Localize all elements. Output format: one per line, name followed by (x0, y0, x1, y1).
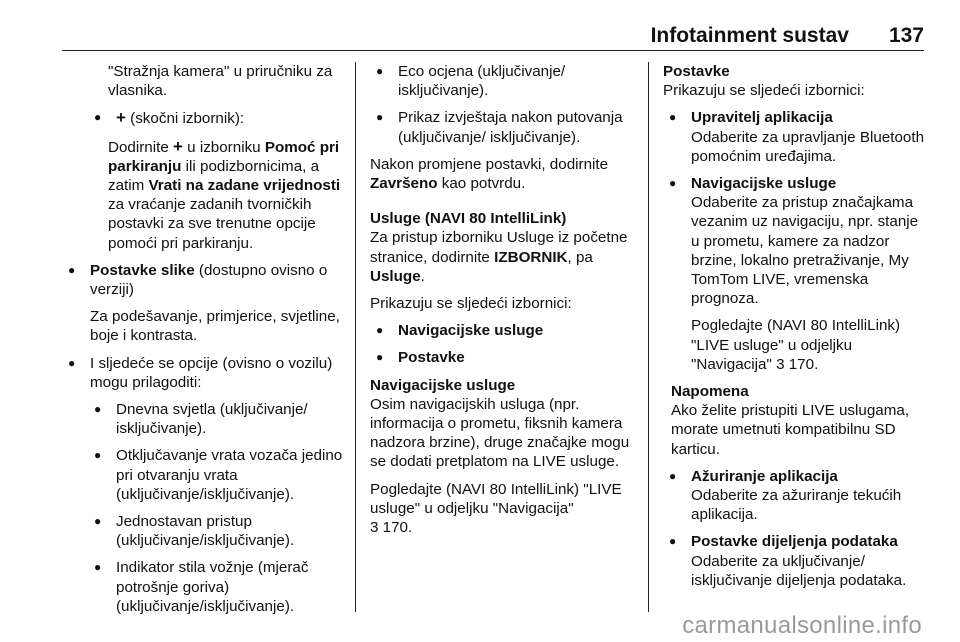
list-item-description: Odaberite za upravljanje Bluetooth pomoćnim uređajima. (691, 128, 925, 165)
list-item-description: Pogledajte (NAVI 80 IntelliLink) "LIVE usluge" u odjeljku "Navigacija" 3 170. (691, 317, 901, 373)
list-item: ● Indikator stila vožnje (mjerač potrošnje goriva) (uključivanje/isključivanje). (88, 558, 350, 616)
plus-icon: + (173, 136, 183, 156)
column-divider-1 (355, 62, 356, 612)
watermark: carmanualsonline.info (682, 612, 922, 639)
section-heading: Postavke (663, 63, 730, 80)
list-item-description: Za podešavanje, primjerice, svjetline, boje i kontrasta. (90, 308, 340, 345)
list-item: ● Navigacijske usluge (663, 174, 927, 193)
list-item: ● Dnevna svjetla (uključivanje/ isključivanje). (88, 400, 350, 438)
list-item-description: Odaberite za pristup značajkama vezanim uz navigaciju, npr. stanje u prometu, kamere za nadzor brzine, lokalno pretraživanje, My TomTom LIVE, vremenska prognoza. (691, 194, 919, 308)
paragraph: Pogledajte (NAVI 80 IntelliLink) "LIVE usluge" u odjeljku "Navigacija" (370, 480, 622, 517)
paragraph: Prikazuju se sljedeći izbornici: (370, 295, 572, 313)
continued-text: "Stražnja kamera" u priručniku za vlasnika. (108, 63, 333, 100)
page-header (651, 24, 924, 48)
note-text: Ako želite pristupiti LIVE uslugama, morate umetnuti kompatibilnu SD karticu. (671, 402, 910, 458)
paragraph: Osim navigacijskih usluga (npr. informacija o prometu, fiksnih kamera nadzora brzine), druge značajke mogu se dodati pretplatom na LIVE usluge. (370, 395, 630, 471)
list-item: ● Prikaz izvještaja nakon putovanja (uključivanje/ isključivanje). (370, 108, 636, 146)
list-item-description: Dodirnite + u izborniku Pomoć pri parkiranju ili podizbornicima, a zatim Vrati na zadane vrijednosti za vraćanje zadanih tvorničkih postavki za sve trenutne opcije pomoći pri parkiranju. (108, 136, 341, 252)
list-item: ● Otključavanje vrata vozača jedino pri otvaranju vrata (uključivanje/isključivanje). (88, 446, 350, 504)
header-rule (62, 50, 924, 51)
paragraph: Nakon promjene postavki, dodirnite Završeno kao potvrdu. (370, 155, 609, 193)
paragraph: Za pristup izborniku Usluge iz početne stranice, dodirnite IZBORNIK, pa Usluge. (370, 229, 628, 285)
list-item: ● + (skočni izbornik): (88, 108, 350, 128)
list-item: ● Postavke (370, 348, 636, 367)
list-item: ● Ažuriranje aplikacija (663, 467, 927, 486)
column-3 (663, 62, 927, 598)
list-item: ● Navigacijske usluge (370, 321, 636, 340)
column-divider-2 (648, 62, 649, 612)
header-title: Infotainment sustav (650, 24, 849, 47)
column-1 (88, 62, 350, 624)
list-item-description: Odaberite za uključivanje/ isključivanje dijeljenja podataka. (691, 552, 907, 589)
section-heading: Navigacijske usluge (370, 376, 516, 394)
plus-icon: + (116, 108, 126, 128)
list-item: ● Postavke dijeljenja podataka (663, 532, 927, 551)
note-heading: Napomena (671, 383, 749, 401)
page-number: 137 (888, 24, 924, 47)
column-2 (370, 62, 636, 545)
list-item-description: Odaberite za ažuriranje tekućih aplikacija. (691, 487, 902, 524)
paragraph: Prikazuju se sljedeći izbornici: (663, 82, 865, 100)
section-heading: Usluge (NAVI 80 IntelliLink) (370, 210, 567, 228)
list-item: ● I sljedeće se opcije (ovisno o vozilu) mogu prilagoditi: (62, 354, 350, 392)
list-item: ● Eco ocjena (uključivanje/ isključivanje). (370, 62, 636, 100)
list-item: ● Postavke slike (dostupno ovisno o verziji) (62, 261, 350, 299)
page-reference: 3 170. (370, 519, 413, 537)
list-item: ● Jednostavan pristup (uključivanje/isključivanje). (88, 512, 350, 550)
list-item: ● Upravitelj aplikacija (663, 108, 927, 127)
